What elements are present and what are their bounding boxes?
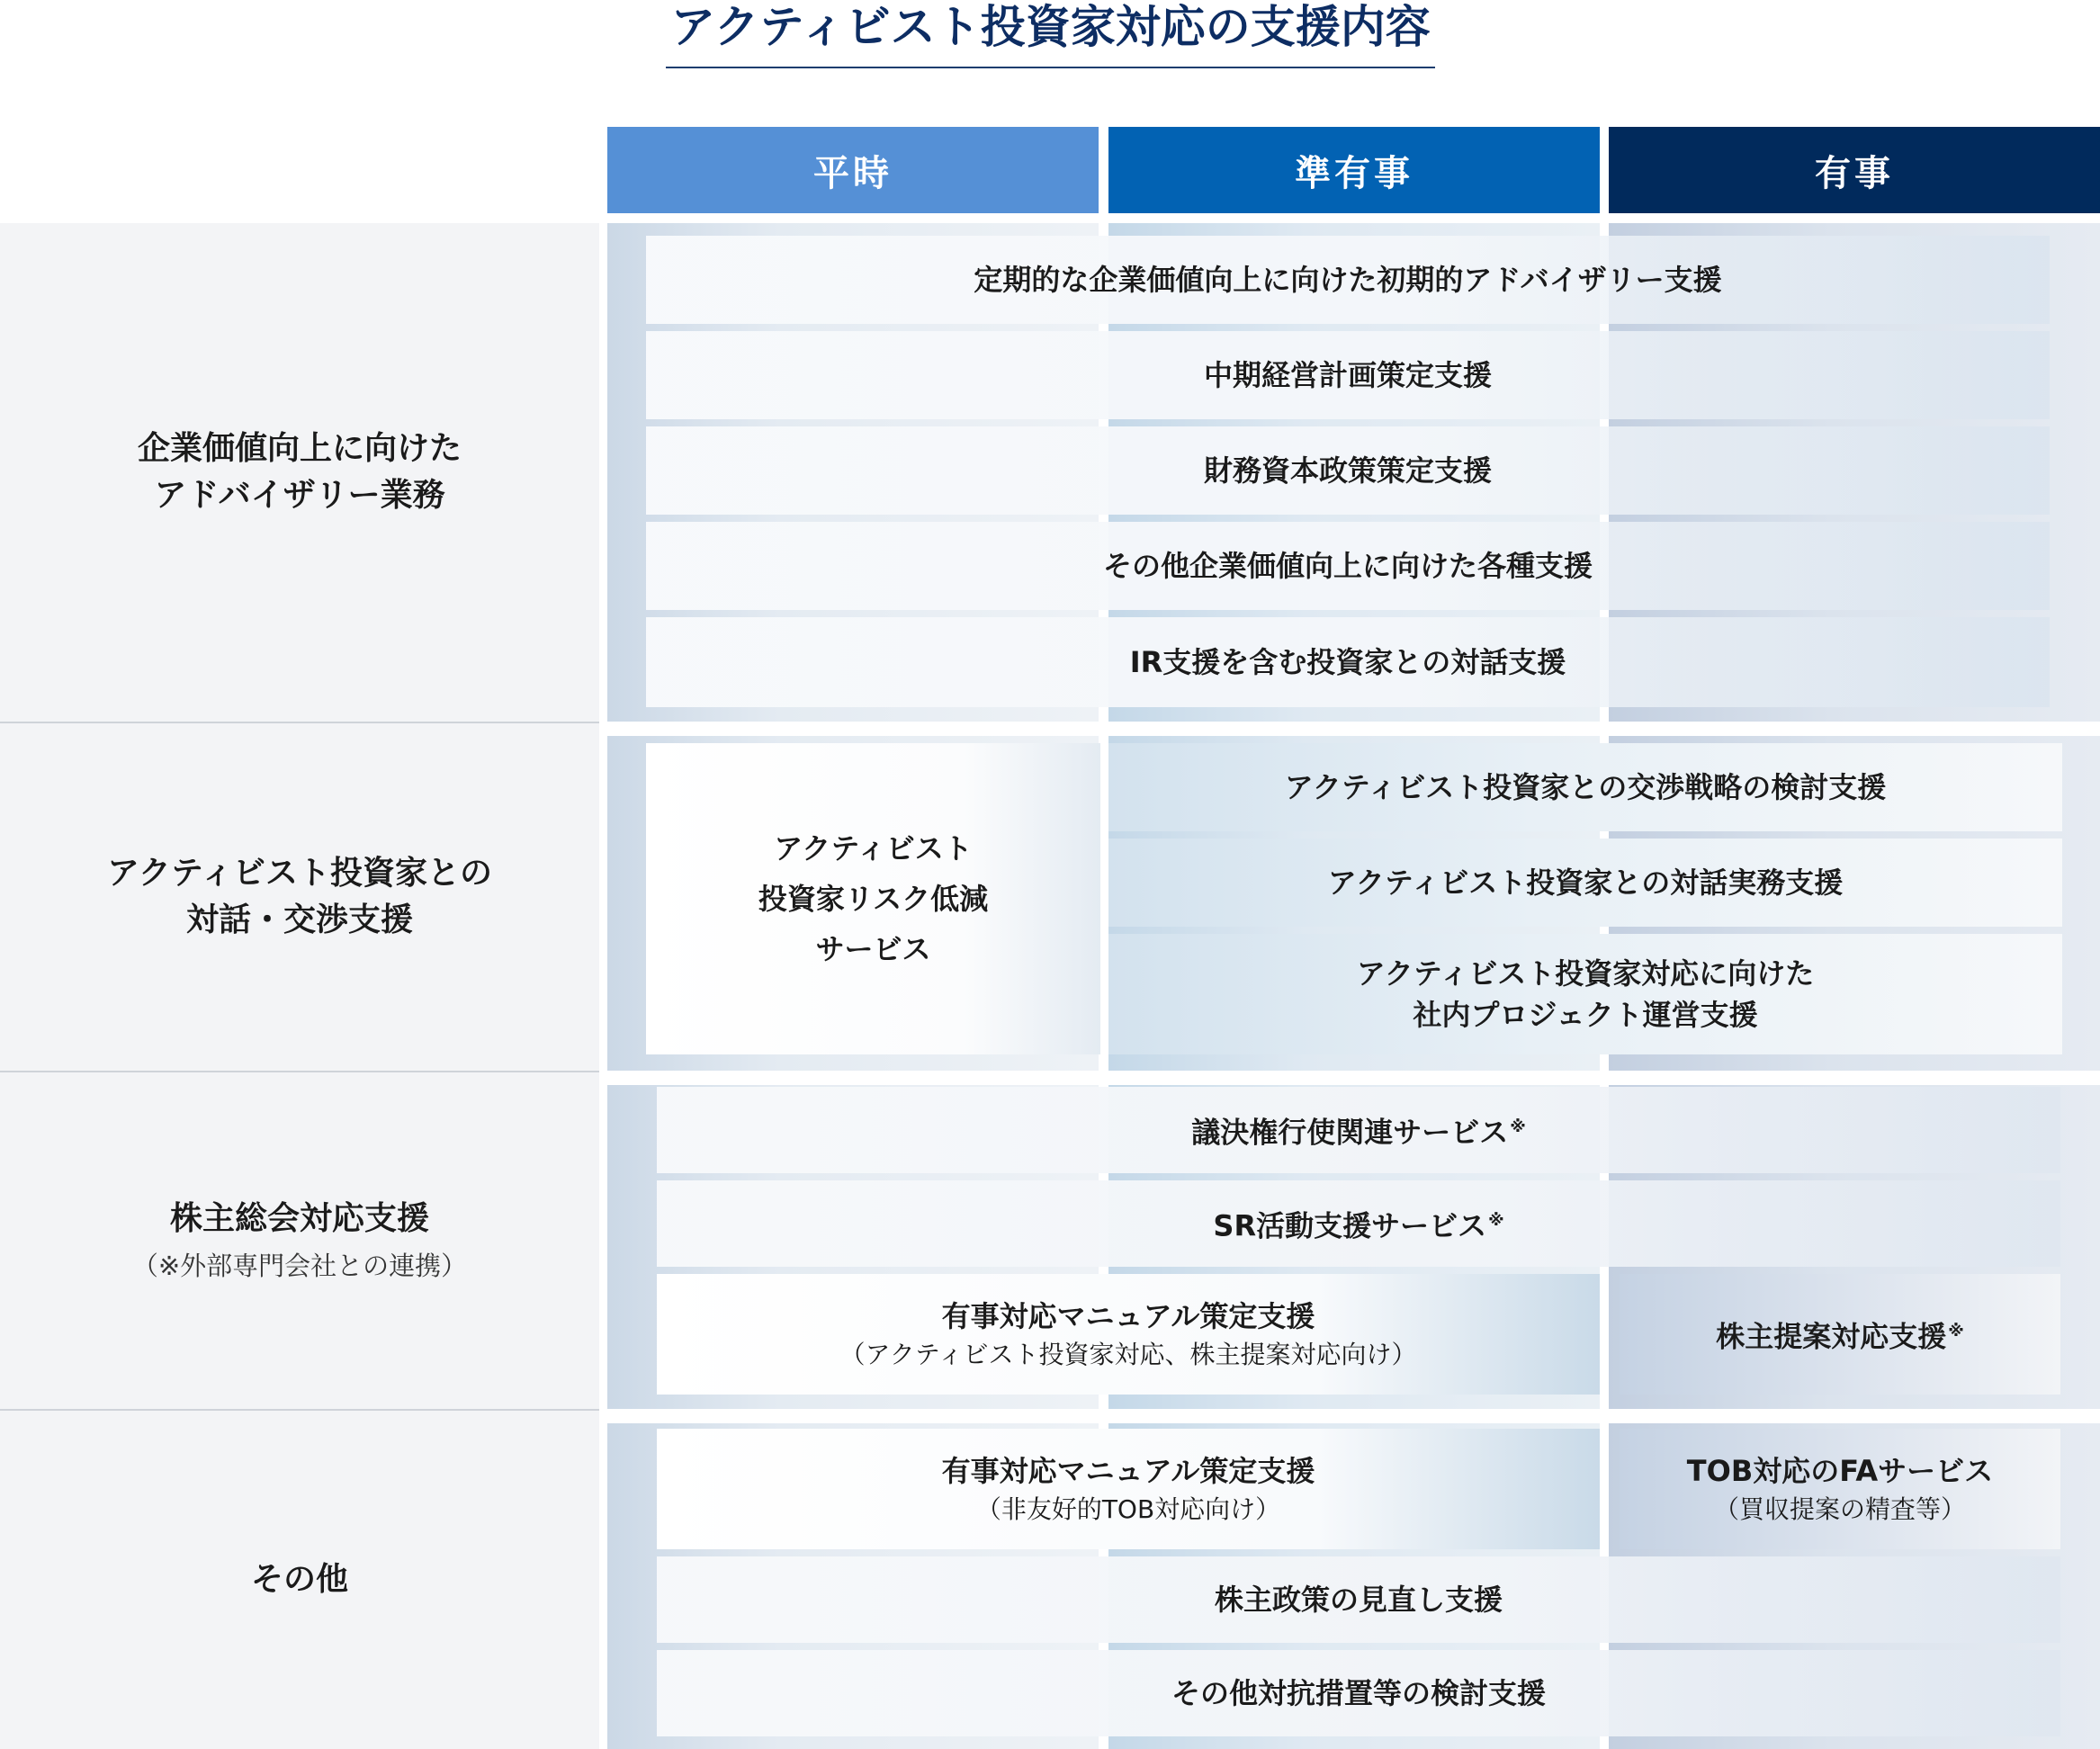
service-box: 有事対応マニュアル策定支援 （非友好的TOB対応向け）: [657, 1429, 1600, 1549]
chart-title: アクティビスト投資家対応の支援内容: [666, 0, 1435, 68]
service-box: アクティビスト投資家との交渉戦略の検討支援: [1108, 743, 2062, 831]
band-separator: [599, 1071, 2100, 1085]
row-label-line: 企業価値向上に向けた: [137, 430, 462, 467]
service-box-risk-reduction: アクティビスト 投資家リスク低減 サービス: [646, 743, 1100, 1054]
service-box: 財務資本政策策定支援: [646, 426, 2050, 515]
service-box: 株主政策の見直し支援: [657, 1556, 2060, 1643]
service-box: 定期的な企業価値向上に向けた初期的アドバイザリー支援: [646, 236, 2050, 324]
row-header-dialogue: [0, 723, 599, 1071]
service-box: 中期経営計画策定支援: [646, 331, 2050, 419]
service-box: 議決権行使関連サービス ※: [657, 1087, 2060, 1173]
row-label-line: 株主総会対応支援: [169, 1200, 429, 1237]
row-header-advisory: [0, 223, 599, 722]
service-box: 株主提案対応支援 ※: [1620, 1274, 2060, 1395]
service-box: その他企業価値向上に向けた各種支援: [646, 522, 2050, 610]
column-header-peacetime: 平時: [607, 127, 1099, 213]
band-separator: [599, 1409, 2100, 1423]
row-label-line: その他: [250, 1561, 348, 1598]
row-header-agm: [0, 1072, 599, 1409]
row-header-other: [0, 1411, 599, 1749]
service-box: 有事対応マニュアル策定支援 （アクティビスト投資家対応、株主提案対応向け）: [657, 1274, 1600, 1395]
column-header-quasi-emergency: 準有事: [1108, 127, 1600, 213]
service-box: IR支援を含む投資家との対話支援: [646, 617, 2050, 707]
service-box: アクティビスト投資家との対話実務支援: [1108, 839, 2062, 927]
row-label-line: アクティビスト投資家との: [106, 855, 493, 892]
service-box: アクティビスト投資家対応に向けた 社内プロジェクト運営支援: [1108, 934, 2062, 1054]
service-box: SR活動支援サービス ※: [657, 1180, 2060, 1267]
row-label-line: アドバイザリー業務: [154, 477, 445, 514]
service-box: その他対抗措置等の検討支援: [657, 1650, 2060, 1736]
row-label-line: 対話・交渉支援: [185, 901, 413, 938]
service-box: TOB対応のFAサービス （買収提案の精査等）: [1620, 1429, 2060, 1549]
row-note: （※外部専門会社との連携）: [131, 1251, 468, 1281]
column-header-emergency: 有事: [1609, 127, 2100, 213]
band-separator: [599, 722, 2100, 736]
